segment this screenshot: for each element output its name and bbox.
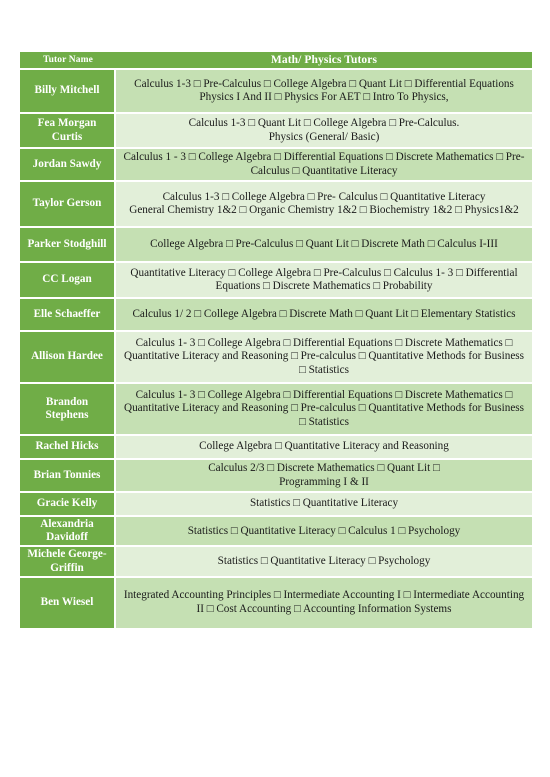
tutor-subjects: [116, 263, 532, 299]
table-row: [20, 263, 532, 299]
tutor-name: Alexandria Davidoff: [20, 517, 116, 547]
tutor-subjects: [116, 114, 532, 149]
tutor-name: Parker Stodghill: [20, 228, 116, 263]
subject-line: Statistics □ Quantitative Literacy: [249, 497, 399, 510]
subject-line: Physics I And II □ Physics For AET □ Intro To Physics,: [199, 91, 449, 103]
table-row: [20, 517, 532, 547]
subject-line: Calculus 1-3 □ Pre-Calculus □ College Algebra □ Quant Lit □ Differential Equations: [134, 77, 514, 90]
tutor-subjects: [116, 460, 532, 493]
tutor-name: Gracie Kelly: [20, 493, 116, 517]
table-row: [20, 149, 532, 182]
subject-line: Calculus 1-3 □ Quant Lit □ College Algebra □ Pre-Calculus.: [188, 117, 460, 130]
subject-line: Calculus 1 - 3 □ College Algebra □ Differential Equations □ Discrete Mathematics □ Pre- Calculus □ Quantitative Literacy: [123, 151, 525, 177]
tutor-name: CC Logan: [20, 263, 116, 299]
subject-line: Calculus 1- 3 □ College Algebra □ Differential Equations □ Discrete Mathematics □ Quantitative Literacy and Reasoning □ Pre-calculus □ Quantitative Methods for Business □ Statistics: [123, 336, 524, 376]
tutor-subjects: [116, 228, 532, 263]
subject-line: Calculus 1-3 □ College Algebra □ Pre- Calculus □ Quantitative Literacy: [162, 190, 486, 203]
table-row: [20, 114, 532, 149]
table-header-row: [20, 52, 532, 70]
tutor-name: Ben Wiesel: [20, 578, 116, 630]
subjects-header: Math/ Physics Tutors: [116, 52, 532, 70]
subject-line: Quantitative Literacy □ College Algebra □ Pre-Calculus □ Calculus 1- 3 □ Differential Equations □ Discrete Mathematics □ Probability: [130, 266, 518, 292]
tutor-subjects: [116, 149, 532, 182]
tutor-subjects: [116, 182, 532, 228]
table-row: [20, 460, 532, 493]
table-row: [20, 332, 532, 384]
table-row: [20, 182, 532, 228]
subject-line: Statistics □ Quantitative Literacy □ Psychology: [217, 554, 431, 567]
tutor-table-page: [20, 52, 532, 630]
table-row: [20, 493, 532, 517]
tutor-name: Allison Hardee: [20, 332, 116, 384]
subject-line: Physics (General/ Basic): [268, 130, 380, 143]
tutor-table: [20, 52, 532, 630]
tutor-name: Rachel Hicks: [20, 436, 116, 460]
subject-line: Programming I & II: [279, 475, 369, 488]
tutor-subjects: [116, 70, 532, 114]
subject-line: General Chemistry 1&2 □ Organic Chemistry 1&2 □ Biochemistry 1&2 □ Physics1&2: [129, 204, 519, 216]
tutor-subjects: [116, 332, 532, 384]
tutor-subjects: [116, 299, 532, 332]
subject-line: Integrated Accounting Principles □ Intermediate Accounting I □ Intermediate Accounting II □ Cost Accounting □ Accounting Information Systems: [123, 589, 525, 615]
subject-line: Calculus 1/ 2 □ College Algebra □ Discrete Math □ Quant Lit □ Elementary Statistics: [132, 307, 516, 320]
tutor-name: Fea Morgan Curtis: [20, 114, 116, 149]
table-row: [20, 547, 532, 577]
table-row: [20, 70, 532, 114]
tutor-name: Taylor Gerson: [20, 182, 116, 228]
tutor-name: Elle Schaeffer: [20, 299, 116, 332]
table-row: [20, 384, 532, 436]
table-row: [20, 436, 532, 460]
tutor-subjects: [116, 517, 532, 547]
tutor-name: Michele George-Griffin: [20, 547, 116, 577]
subject-line: Statistics □ Quantitative Literacy □ Calculus 1 □ Psychology: [187, 524, 461, 537]
tutor-subjects: [116, 384, 532, 436]
tutor-name: Jordan Sawdy: [20, 149, 116, 182]
subject-line: Calculus 2/3 □ Discrete Mathematics □ Quant Lit □: [208, 462, 440, 475]
table-row: [20, 578, 532, 630]
tutor-subjects: [116, 547, 532, 577]
tutor-subjects: [116, 436, 532, 460]
tutor-subjects: [116, 578, 532, 630]
tutor-rows: [20, 70, 532, 630]
tutor-name: Brandon Stephens: [20, 384, 116, 436]
subject-line: College Algebra □ Quantitative Literacy and Reasoning: [199, 440, 449, 453]
tutor-subjects: [116, 493, 532, 517]
table-row: [20, 299, 532, 332]
subject-line: College Algebra □ Pre-Calculus □ Quant Lit □ Discrete Math □ Calculus I-III: [150, 237, 498, 250]
table-row: [20, 228, 532, 263]
tutor-name-header: Tutor Name: [20, 52, 116, 70]
tutor-name: Brian Tonnies: [20, 460, 116, 493]
tutor-name: Billy Mitchell: [20, 70, 116, 114]
subject-line: Calculus 1- 3 □ College Algebra □ Differential Equations □ Discrete Mathematics □ Quantitative Literacy and Reasoning □ Pre-calculus □ Quantitative Methods for Business □ Statistics: [123, 388, 524, 428]
